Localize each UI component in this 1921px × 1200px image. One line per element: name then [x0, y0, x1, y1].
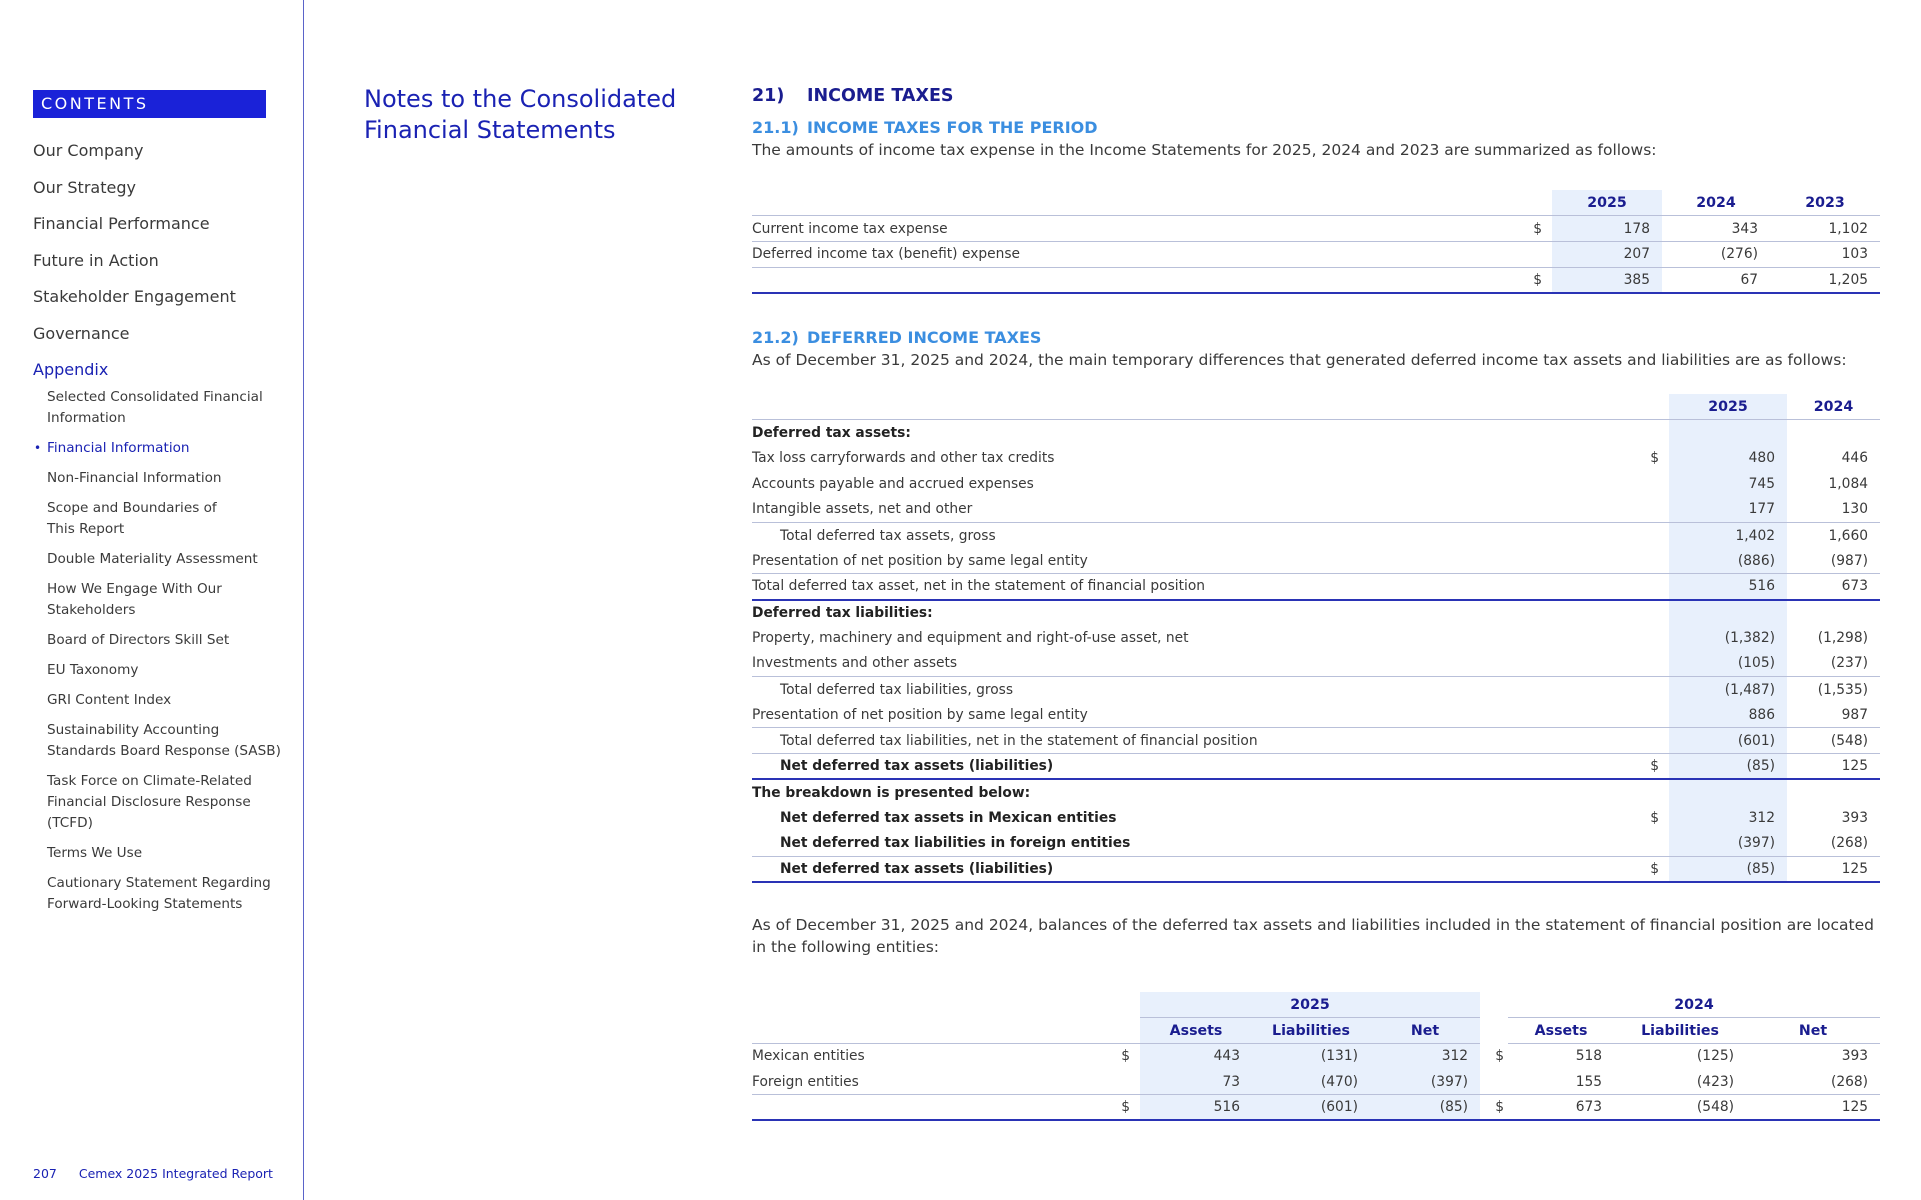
currency-sign — [1639, 600, 1669, 626]
table-row — [752, 522, 1880, 548]
toc-sub-financial-information[interactable] — [34, 438, 303, 459]
table-of-contents — [33, 138, 303, 924]
cell-value: (1,487) — [1669, 677, 1787, 703]
row-label — [752, 267, 1522, 293]
row-label: Intangible assets, net and other — [752, 497, 1639, 523]
column-header: Liabilities — [1252, 1018, 1370, 1044]
toc-sub-terms-we-use[interactable]: Terms We Use — [47, 845, 143, 861]
table-row — [752, 1043, 1880, 1069]
cell-value: 385 — [1552, 267, 1662, 293]
currency-sign — [1639, 574, 1669, 600]
row-label: Net deferred tax assets in Mexican entities — [780, 809, 1117, 826]
cell-value: (423) — [1614, 1069, 1746, 1095]
table-row — [752, 216, 1880, 242]
cell-value: 1,205 — [1770, 267, 1880, 293]
row-label: Investments and other assets — [752, 651, 1639, 677]
toc-sub-selected-financial-info[interactable]: Selected Consolidated Financial Information — [47, 389, 263, 426]
note-number: 21) — [752, 86, 785, 106]
cell-value: (276) — [1662, 241, 1770, 267]
cell-value — [1787, 600, 1880, 626]
row-label: Total deferred tax asset, net in the statement of financial position — [752, 574, 1639, 600]
row-label: Total deferred tax assets, gross — [780, 527, 996, 544]
table-total-row — [752, 1095, 1880, 1121]
row-label: Tax loss carryforwards and other tax credits — [752, 450, 1055, 467]
cell-value: (105) — [1669, 651, 1787, 677]
cell-value: 516 — [1669, 574, 1787, 600]
cell-value: (85) — [1669, 856, 1787, 882]
currency-sign: $ — [1121, 1048, 1130, 1065]
cell-value: (470) — [1252, 1069, 1370, 1095]
table-total-row — [752, 754, 1880, 780]
column-header: Liabilities — [1614, 1018, 1746, 1044]
toc-governance[interactable]: Governance — [33, 323, 130, 343]
table-header-row — [752, 394, 1880, 420]
column-header: 2024 — [1662, 190, 1770, 216]
income-tax-table — [752, 190, 1880, 294]
column-header: Assets — [1140, 1018, 1252, 1044]
table-row — [752, 241, 1880, 267]
toc-sub-sasb[interactable]: Sustainability Accounting Standards Board Response (SASB) — [47, 722, 281, 759]
column-header: Net — [1370, 1018, 1480, 1044]
cell-value: 393 — [1841, 809, 1868, 826]
table-row — [752, 651, 1880, 677]
currency-sign: $ — [1639, 856, 1669, 882]
cell-value — [1669, 420, 1787, 446]
table-row — [752, 471, 1880, 497]
intro-paragraph-2: As of December 31, 2025 and 2024, the main temporary differences that generated deferred income tax assets and liabilities are as follows: — [752, 351, 1847, 369]
cell-value: 125 — [1787, 754, 1880, 780]
active-bullet: • — [34, 441, 42, 455]
cell-value: (1,298) — [1817, 630, 1868, 647]
cell-value: 130 — [1787, 497, 1880, 523]
deferred-tax-table — [752, 394, 1880, 883]
entity-breakdown-table — [752, 992, 1880, 1121]
cell-value: 155 — [1508, 1069, 1614, 1095]
table-row — [752, 831, 1880, 857]
toc-our-company[interactable]: Our Company — [33, 141, 144, 160]
table-row — [752, 420, 1880, 446]
currency-sign: $ — [1480, 1095, 1508, 1121]
table-year-header-row — [752, 992, 1880, 1018]
toc-stakeholder-engagement[interactable]: Stakeholder Engagement — [33, 287, 236, 306]
cell-value — [1787, 420, 1880, 446]
cell-value: 745 — [1669, 471, 1787, 497]
currency-sign — [1639, 702, 1669, 728]
cell-value: 673 — [1508, 1095, 1614, 1121]
row-label: The breakdown is presented below: — [752, 784, 1031, 801]
cell-value: 673 — [1787, 574, 1880, 600]
cell-value: (548) — [1787, 728, 1880, 754]
cell-value: (601) — [1252, 1095, 1370, 1121]
note-title: INCOME TAXES — [807, 86, 954, 106]
table-row — [752, 625, 1880, 651]
table-total-row — [752, 574, 1880, 600]
cell-value: 178 — [1552, 216, 1662, 242]
cell-value: 480 — [1669, 445, 1787, 471]
note-heading — [752, 86, 954, 106]
cell-value: (397) — [1370, 1069, 1480, 1095]
table-header-row — [752, 1018, 1880, 1044]
row-label: Net deferred tax liabilities in foreign entities — [752, 831, 1639, 857]
cell-value: 177 — [1669, 497, 1787, 523]
currency-sign — [1522, 241, 1552, 267]
currency-sign: $ — [1495, 1048, 1505, 1065]
subsection-number: 21.1) — [752, 118, 799, 137]
row-label: Property, machinery and equipment and right-of-use asset, net — [752, 630, 1189, 647]
cell-value: 516 — [1140, 1095, 1252, 1121]
cell-value: (237) — [1787, 651, 1880, 677]
toc-sub-eu-taxonomy[interactable]: EU Taxonomy — [47, 662, 139, 678]
table-row — [752, 548, 1880, 574]
cell-value: 443 — [1140, 1043, 1252, 1069]
cell-value: (1,535) — [1817, 681, 1868, 698]
row-label: Total deferred tax liabilities, gross — [780, 681, 1014, 698]
toc-sub-scope-and-boundaries[interactable]: Scope and Boundaries of This Report — [47, 500, 217, 537]
cell-value: 987 — [1787, 702, 1880, 728]
cell-value: (85) — [1669, 754, 1787, 780]
toc-future-in-action[interactable]: Future in Action — [33, 250, 159, 270]
subsection-heading-1 — [752, 118, 1098, 137]
cell-value: (987) — [1787, 548, 1880, 574]
row-label: Presentation of net position by same legal entity — [752, 548, 1639, 574]
currency-sign — [1639, 677, 1669, 703]
row-label: Accounts payable and accrued expenses — [752, 475, 1034, 492]
toc-appendix[interactable]: Appendix — [33, 360, 109, 379]
row-label: Current income tax expense — [752, 216, 1522, 242]
currency-sign: $ — [1110, 1095, 1140, 1121]
table-total-row — [752, 267, 1880, 293]
subsection-heading-2 — [752, 328, 1041, 347]
section-title: Notes to the Consolidated Financial Statements — [364, 85, 677, 144]
table-row — [752, 779, 1880, 805]
page-number: 207 — [33, 1166, 57, 1181]
row-label — [752, 1095, 1110, 1121]
row-label: Deferred tax liabilities: — [752, 604, 933, 621]
cell-value: 207 — [1552, 241, 1662, 267]
currency-sign: $ — [1522, 267, 1552, 293]
table-row — [752, 497, 1880, 523]
cell-value: (886) — [1669, 548, 1787, 574]
cell-value — [1787, 779, 1880, 805]
year-header: 2025 — [1140, 992, 1480, 1018]
page-footer — [33, 1166, 273, 1181]
year-header: 2024 — [1508, 992, 1880, 1018]
row-label: Foreign entities — [752, 1069, 1110, 1095]
currency-sign — [1639, 522, 1669, 548]
cell-value: (125) — [1696, 1048, 1735, 1065]
toc-sub-non-financial-information[interactable]: Non-Financial Information — [47, 470, 222, 486]
toc-sub-how-we-engage[interactable]: How We Engage With Our Stakeholders — [47, 581, 222, 618]
cell-value: (268) — [1746, 1069, 1880, 1095]
cell-value: 312 — [1370, 1043, 1480, 1069]
currency-sign: $ — [1522, 216, 1552, 242]
table-row — [752, 445, 1880, 471]
row-label: Total deferred tax liabilities, net in the statement of financial position — [752, 728, 1639, 754]
column-header: 2025 — [1552, 190, 1662, 216]
report-name: Cemex 2025 Integrated Report — [78, 1166, 273, 1181]
currency-sign — [1639, 651, 1669, 677]
cell-value: 393 — [1841, 1048, 1869, 1065]
column-header: 2023 — [1770, 190, 1880, 216]
currency-sign — [1480, 1069, 1508, 1095]
currency-sign — [1639, 497, 1669, 523]
cell-value: (601) — [1669, 728, 1787, 754]
currency-sign — [1639, 548, 1669, 574]
toc-sub-label: Financial Information — [47, 440, 190, 456]
cell-value: 125 — [1787, 856, 1880, 882]
row-label: Presentation of net position by same legal entity — [752, 702, 1639, 728]
currency-sign — [1639, 420, 1669, 446]
intro-paragraph-3: As of December 31, 2025 and 2024, balances of the deferred tax assets and liabilities included in the statement of financial position are located in the following entities: — [752, 916, 1874, 956]
table-row — [752, 1069, 1880, 1095]
table-row — [752, 805, 1880, 831]
column-header: Net — [1746, 1018, 1880, 1044]
cell-value: 103 — [1770, 241, 1880, 267]
currency-sign — [1639, 471, 1669, 497]
table-header-row — [752, 190, 1880, 216]
row-label: Deferred income tax (benefit) expense — [752, 241, 1522, 267]
toc-sub-double-materiality[interactable]: Double Materiality Assessment — [47, 551, 258, 567]
row-label: Net deferred tax assets (liabilities) — [752, 754, 1639, 780]
column-header: 2024 — [1787, 394, 1880, 420]
currency-sign: $ — [1650, 450, 1659, 467]
cell-value: (131) — [1252, 1043, 1370, 1069]
cell-value: 343 — [1662, 216, 1770, 242]
column-header: Assets — [1508, 1018, 1614, 1044]
cell-value: (548) — [1614, 1095, 1746, 1121]
toc-our-strategy[interactable]: Our Strategy — [33, 177, 136, 197]
column-header: 2025 — [1669, 394, 1787, 420]
toc-sub-tcfd[interactable]: Task Force on Climate-Related Financial Disclosure Response (TCFD) — [47, 773, 252, 831]
cell-value: 1,660 — [1828, 527, 1868, 544]
cell-value: 518 — [1575, 1048, 1603, 1065]
subsection-title: DEFERRED INCOME TAXES — [807, 328, 1042, 347]
subsection-number: 21.2) — [752, 328, 799, 347]
cell-value: (1,382) — [1669, 625, 1787, 651]
currency-sign — [1639, 831, 1669, 857]
currency-sign — [1639, 625, 1669, 651]
cell-value: 1,084 — [1828, 475, 1868, 492]
toc-sub-gri-index[interactable]: GRI Content Index — [47, 692, 172, 708]
cell-value — [1669, 600, 1787, 626]
row-label: Mexican entities — [752, 1048, 865, 1065]
currency-sign: $ — [1650, 809, 1659, 826]
cell-value: 125 — [1746, 1095, 1880, 1121]
cell-value: 73 — [1140, 1069, 1252, 1095]
table-row — [752, 600, 1880, 626]
currency-sign — [1110, 1069, 1140, 1095]
cell-value: 886 — [1669, 702, 1787, 728]
row-label: Net deferred tax assets (liabilities) — [752, 856, 1639, 882]
table-row — [752, 677, 1880, 703]
currency-sign — [1639, 779, 1669, 805]
cell-value: 446 — [1841, 450, 1868, 467]
cell-value: 67 — [1662, 267, 1770, 293]
table-row — [752, 728, 1880, 754]
cell-value: 1,402 — [1669, 522, 1787, 548]
contents-header: CONTENTS — [33, 90, 266, 118]
table-row — [752, 702, 1880, 728]
row-label: Deferred tax assets: — [752, 424, 911, 441]
cell-value: (397) — [1669, 831, 1787, 857]
cell-value: (85) — [1370, 1095, 1480, 1121]
cell-value: 312 — [1669, 805, 1787, 831]
toc-sub-cautionary-statement[interactable]: Cautionary Statement Regarding Forward-Looking Statements — [47, 875, 271, 912]
table-total-row — [752, 856, 1880, 882]
sidebar — [0, 0, 304, 1200]
currency-sign: $ — [1639, 754, 1669, 780]
toc-financial-performance[interactable]: Financial Performance — [33, 214, 210, 233]
intro-paragraph-1: The amounts of income tax expense in the Income Statements for 2025, 2024 and 2023 are summarized as follows: — [752, 141, 1657, 159]
subsection-title: INCOME TAXES FOR THE PERIOD — [807, 118, 1098, 137]
cell-value — [1669, 779, 1787, 805]
cell-value: (268) — [1787, 831, 1880, 857]
cell-value: 1,102 — [1770, 216, 1880, 242]
currency-sign — [1639, 728, 1669, 754]
toc-sub-board-skill-set[interactable]: Board of Directors Skill Set — [47, 632, 230, 648]
